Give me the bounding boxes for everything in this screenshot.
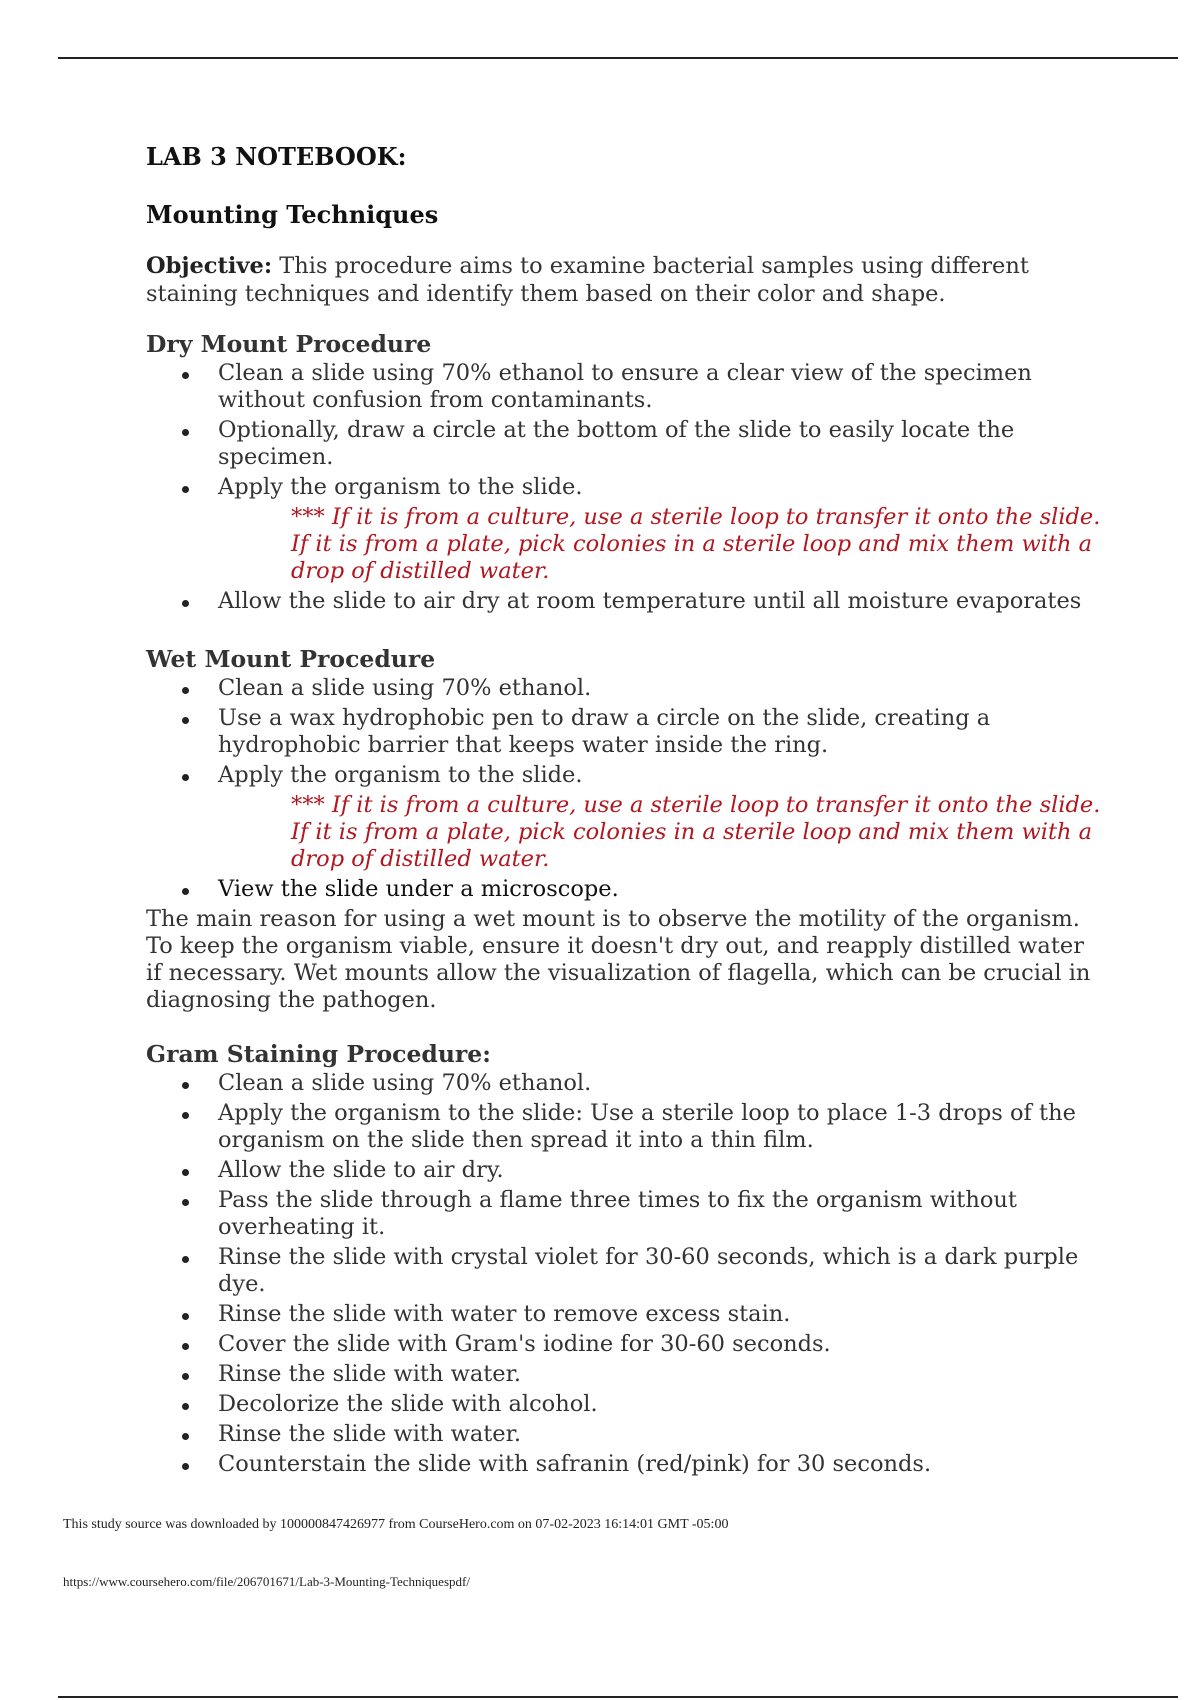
list-item-text: Clean a slide using 70% ethanol. — [218, 675, 592, 701]
list-item — [146, 1331, 1106, 1358]
gram-stain-heading: Gram Staining Procedure: — [146, 1040, 491, 1068]
list-item-text: Clean a slide using 70% ethanol to ensure a clear view of the specimen without confusion from contaminants. — [218, 360, 1032, 413]
list-item-text: Rinse the slide with water to remove excess stain. — [218, 1301, 791, 1327]
wet-mount-final — [146, 876, 1106, 903]
list-item — [146, 1361, 1106, 1388]
list-item-text: Counterstain the slide with safranin (red/pink) for 30 seconds. — [218, 1451, 932, 1477]
bullet-icon — [182, 687, 189, 694]
list-item — [146, 1391, 1106, 1418]
list-item-text: Use a wax hydrophobic pen to draw a circle on the slide, creating a hydrophobic barrier that keeps water inside the ring. — [218, 705, 991, 758]
bullet-icon — [182, 1199, 189, 1206]
bullet-icon — [182, 1343, 189, 1350]
bullet-icon — [182, 1082, 189, 1089]
list-item — [146, 1157, 1106, 1184]
list-item — [146, 876, 1106, 903]
bullet-icon — [182, 1313, 189, 1320]
bullet-icon — [182, 1373, 189, 1380]
top-divider — [58, 57, 1178, 59]
bullet-icon — [182, 486, 189, 493]
bullet-icon — [182, 888, 189, 895]
list-item-text: Cover the slide with Gram's iodine for 30-60 seconds. — [218, 1331, 831, 1357]
document-body — [146, 140, 1106, 1481]
wet-mount-heading: Wet Mount Procedure — [146, 645, 436, 673]
list-item-text: Rinse the slide with crystal violet for 30-60 seconds, which is a dark purple dye. — [218, 1244, 1079, 1297]
wet-mount-note: *** If it is from a culture, use a sterile loop to transfer it onto the slide. If it is from a plate, pick colonies in a sterile loop and mix them with a drop of distilled water. — [291, 792, 1101, 872]
bullet-icon — [182, 429, 189, 436]
list-item — [146, 474, 1106, 501]
list-item-text: Decolorize the slide with alcohol. — [218, 1391, 598, 1417]
list-item-text: Clean a slide using 70% ethanol. — [218, 1070, 592, 1096]
objective-label: Objective: — [146, 253, 273, 279]
bullet-icon — [182, 1169, 189, 1176]
list-item-text: Allow the slide to air dry at room temperature until all moisture evaporates — [218, 588, 1082, 614]
list-item — [146, 417, 1106, 471]
bullet-icon — [182, 717, 189, 724]
list-item-text: Apply the organism to the slide. — [218, 474, 583, 500]
bullet-icon — [182, 600, 189, 607]
dry-mount-steps — [146, 360, 1106, 501]
gram-stain-steps — [146, 1070, 1106, 1478]
list-item — [146, 705, 1106, 759]
list-item-text: Allow the slide to air dry. — [218, 1157, 504, 1183]
bullet-icon — [182, 372, 189, 379]
document-subtitle: Mounting Techniques — [146, 200, 439, 229]
objective-text: This procedure aims to examine bacterial samples using different staining techniques and identify them based on their color and shape. — [146, 253, 1029, 307]
bullet-icon — [182, 1112, 189, 1119]
list-item — [146, 588, 1106, 615]
dry-mount-final — [146, 588, 1106, 615]
list-item — [146, 1421, 1106, 1448]
list-item — [146, 1301, 1106, 1328]
bullet-icon — [182, 1433, 189, 1440]
list-item-text: View the slide under a microscope. — [218, 876, 619, 902]
list-item — [146, 762, 1106, 789]
bullet-icon — [182, 1463, 189, 1470]
list-item — [146, 1451, 1106, 1478]
list-item-text: Apply the organism to the slide. — [218, 762, 583, 788]
dry-mount-heading: Dry Mount Procedure — [146, 330, 432, 358]
list-item-text: Optionally, draw a circle at the bottom of the slide to easily locate the specimen. — [218, 417, 1015, 470]
list-item — [146, 675, 1106, 702]
list-item — [146, 360, 1106, 414]
bullet-icon — [182, 774, 189, 781]
wet-mount-paragraph: The main reason for using a wet mount is to observe the motility of the organism. To keep the organism viable, ensure it doesn't dry out, and reapply distilled water if necessary. Wet mounts allow the visualization of flagella, which can be crucial in diagnosing the pathogen. — [146, 906, 1091, 1013]
list-item — [146, 1187, 1106, 1241]
dry-mount-note: *** If it is from a culture, use a sterile loop to transfer it onto the slide. If it is from a plate, pick colonies in a sterile loop and mix them with a drop of distilled water. — [291, 504, 1101, 584]
list-item — [146, 1070, 1106, 1097]
wet-mount-steps — [146, 675, 1106, 789]
list-item-text: Pass the slide through a flame three times to fix the organism without overheating it. — [218, 1187, 1017, 1240]
document-title: LAB 3 NOTEBOOK: — [146, 142, 407, 171]
download-source-notice: This study source was downloaded by 100000847426977 from CourseHero.com on 07-02-2023 16:14:01 GMT -05:00 — [63, 1517, 729, 1532]
list-item — [146, 1100, 1106, 1154]
bullet-icon — [182, 1403, 189, 1410]
bottom-divider — [58, 1696, 1178, 1698]
list-item-text: Apply the organism to the slide: Use a sterile loop to place 1-3 drops of the organism on the slide then spread it into a thin film. — [218, 1100, 1076, 1153]
list-item-text: Rinse the slide with water. — [218, 1361, 522, 1387]
bullet-icon — [182, 1256, 189, 1263]
objective-paragraph — [146, 252, 1106, 308]
source-url-link[interactable]: https://www.coursehero.com/file/206701671/Lab-3-Mounting-Techniquespdf/ — [63, 1574, 470, 1589]
list-item — [146, 1244, 1106, 1298]
list-item-text: Rinse the slide with water. — [218, 1421, 522, 1447]
